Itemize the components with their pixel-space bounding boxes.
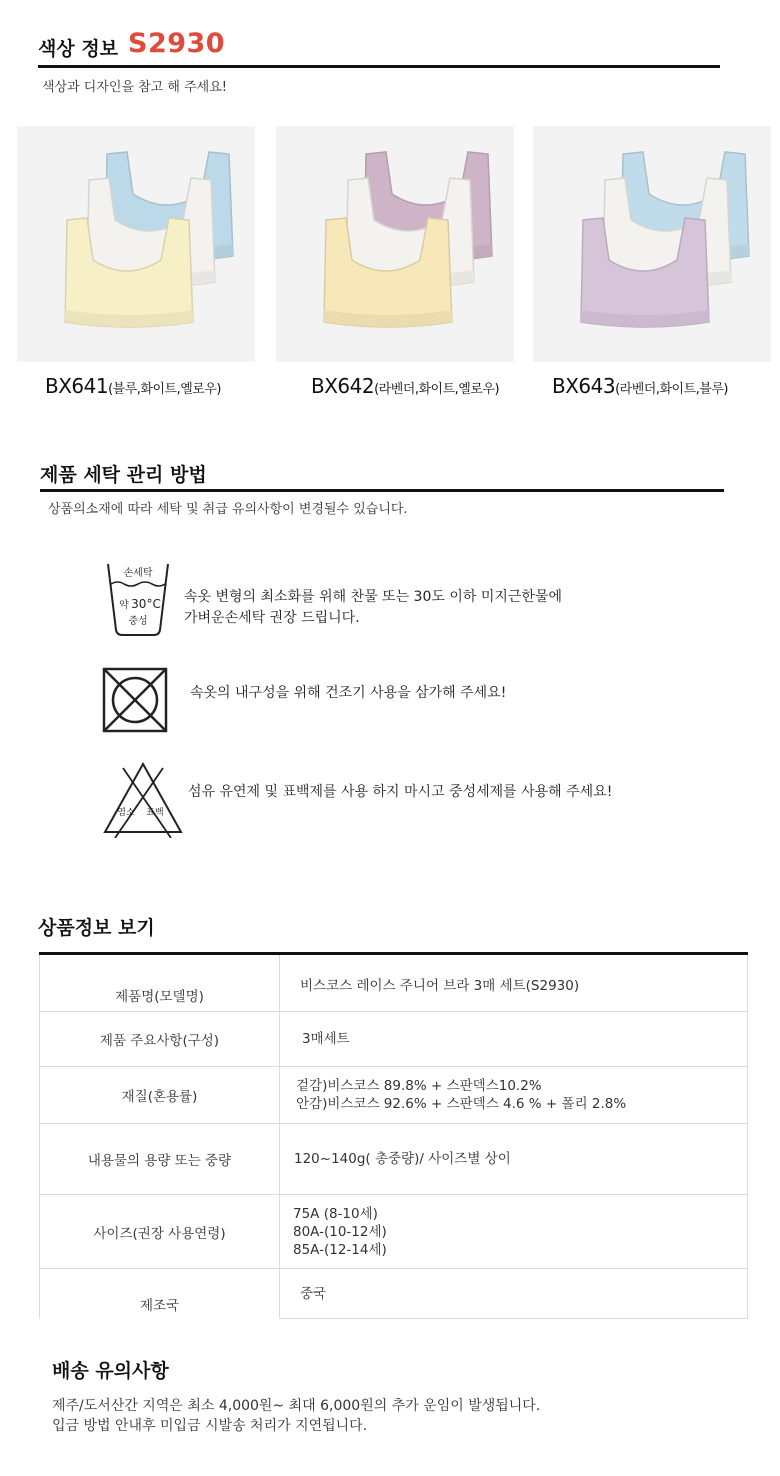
care-text-line: 섬유 유연제 및 표백제를 사용 하지 마시고 중성세제를 사용해 주세요! [188,784,613,800]
row-value-line: 80A-(10-12세) [293,1223,387,1240]
model-colors: (블루,화이트,옐로우) [108,382,221,397]
model-label-bx642 [311,374,499,398]
care-text-hand-wash [184,587,562,629]
product-image-bx643[interactable] [533,126,771,362]
hand-wash-mild: 약 [119,600,129,611]
row-value [280,954,748,1012]
row-value [280,1269,748,1319]
row-value [280,1195,748,1269]
table-row [40,1269,748,1319]
model-code: BX643 [552,374,616,398]
row-value [280,1012,748,1067]
no-bleach-chlorine: 염소 [117,808,135,818]
model-code: BX641 [45,374,109,398]
row-value-line: 안감)비스코스 92.6% + 스판덱스 4.6 % + 폴리 2.8% [296,1096,627,1112]
row-label: 제품명(모델명) [40,954,280,1012]
color-info-subtitle: 색상과 디자인을 참고 해 주세요! [42,80,227,95]
divider [38,65,720,68]
care-text-no-dryer [190,683,506,704]
no-tumble-dry-icon [102,667,168,737]
row-value-line: 120~140g( 총중량)/ 사이즈별 상이 [294,1151,511,1167]
shipping-title: 배송 유의사항 [52,1360,169,1382]
row-value-line: 비스코스 레이스 주니어 브라 3매 세트(S2930) [300,978,580,994]
row-value-line: 75A (8-10세) [293,1205,378,1222]
table-row [40,954,748,1012]
model-label-bx641 [45,374,221,398]
row-label: 사이즈(권장 사용연령) [40,1195,280,1269]
no-bleach-bleach: 표백 [146,808,164,818]
product-image-bx641[interactable] [17,126,255,362]
model-colors: (라벤더,화이트,블루) [615,382,728,397]
row-value [280,1124,748,1195]
table-row [40,1012,748,1067]
row-label: 내용물의 용량 또는 중량 [40,1124,280,1195]
shipping-notice-line: 제주/도서산간 지역은 최소 4,000원~ 최대 6,000원의 추가 운임이 발생됩니다. [52,1398,541,1414]
hand-wash-icon [104,560,172,642]
hand-wash-neutral: 중성 [128,616,148,627]
care-subtitle: 상품의소재에 따라 세탁 및 취급 유의사항이 변경될수 있습니다. [48,502,408,517]
no-bleach-icon [101,760,185,842]
model-label-bx643 [552,374,728,398]
hand-wash-label: 손세탁 [123,568,153,579]
product-image-bx642[interactable] [276,126,514,362]
row-label: 제조국 [40,1269,280,1319]
row-value-line: 중국 [300,1286,327,1302]
row-value-line: 겉감)비스코스 89.8% + 스판덱스10.2% [296,1078,542,1094]
hand-wash-temp: 30°C [131,597,161,611]
product-info-table [39,952,748,1319]
care-title: 제품 세탁 관리 방법 [40,464,207,486]
model-code: BX642 [311,374,375,398]
product-code: S2930 [128,28,226,59]
care-text-line: 속옷의 내구성을 위해 건조기 사용을 삼가해 주세요! [190,685,507,701]
care-text-line: 가벼운손세탁 권장 드립니다. [184,610,360,626]
row-label: 재질(혼용률) [40,1067,280,1124]
table-row [40,1124,748,1195]
divider [40,489,724,492]
row-value-line: 85A-(12-14세) [293,1241,387,1258]
shipping-notice-line: 입금 방법 안내후 미입금 시발송 처리가 지연됩니다. [52,1418,368,1434]
care-text-line: 속옷 변형의 최소화를 위해 찬물 또는 30도 이하 미지근한물에 [184,589,562,605]
row-value-line: 3매세트 [302,1031,350,1047]
product-info-title: 상품정보 보기 [38,917,155,939]
table-row [40,1067,748,1124]
row-value [280,1067,748,1124]
color-info-title: 색상 정보 [38,38,119,60]
care-text-no-bleach [188,782,612,803]
row-label: 제품 주요사항(구성) [40,1012,280,1067]
model-colors: (라벤더,화이트,옐로우) [374,382,500,397]
table-row [40,1195,748,1269]
